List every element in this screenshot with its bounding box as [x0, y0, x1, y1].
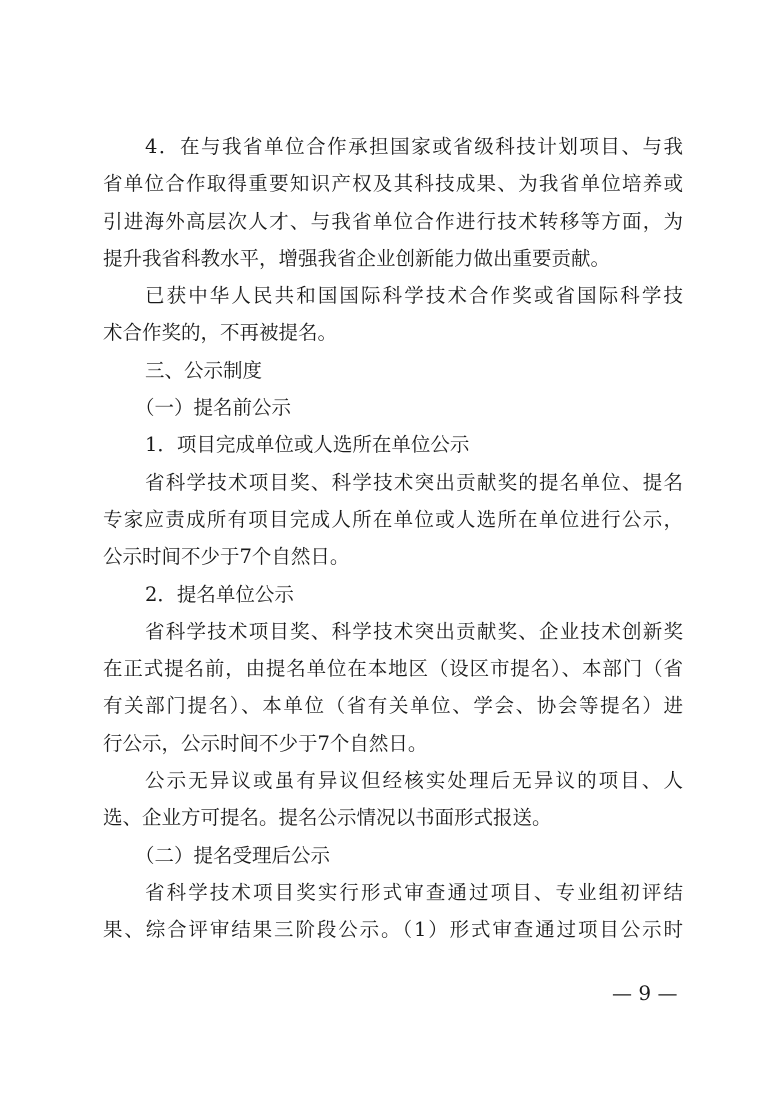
subsection-heading: （二）提名受理后公示: [135, 843, 331, 867]
paragraph-line: 术合作奖的，不再被提名。: [103, 321, 338, 345]
paragraph-line: 省单位合作取得重要知识产权及其科技成果、为我省单位培养或: [103, 172, 683, 196]
paragraph-line: 省科学技术项目奖实行形式审查通过项目、专业组初评结: [145, 880, 683, 904]
item-heading: 2．提名单位公示: [145, 582, 294, 606]
paragraph-line: 公示无异议或虽有异议但经核实处理后无异议的项目、人: [145, 769, 683, 793]
paragraph-line: 在正式提名前，由提名单位在本地区（设区市提名）、本部门（省: [103, 657, 683, 681]
paragraph-line: 提升我省科教水平，增强我省企业创新能力做出重要贡献。: [103, 246, 611, 270]
paragraph-line: 有关部门提名）、本单位（省有关单位、学会、协会等提名）进: [103, 694, 683, 718]
document-body: [103, 128, 683, 949]
paragraph-line: 公示时间不少于7个自然日。: [103, 545, 350, 569]
paragraph-line: 已获中华人民共和国国际科学技术合作奖或省国际科学技: [145, 284, 683, 308]
subsection-heading: （一）提名前公示: [135, 396, 292, 420]
item-heading: 1．项目完成单位或人选所在单位公示: [145, 433, 470, 457]
section-heading: 三、公示制度: [145, 358, 263, 382]
paragraph-line: 4．在与我省单位合作承担国家或省级科技计划项目、与我: [145, 135, 683, 158]
page-number: — 9 —: [612, 981, 678, 1005]
paragraph-line: 省科学技术项目奖、科学技术突出贡献奖的提名单位、提名: [145, 470, 683, 494]
paragraph-line: 引进海外高层次人才、与我省单位合作进行技术转移等方面，为: [103, 209, 683, 233]
paragraph-line: 省科学技术项目奖、科学技术突出贡献奖、企业技术创新奖: [145, 619, 683, 643]
paragraph-line: 专家应责成所有项目完成人所在单位或人选所在单位进行公示，: [103, 507, 683, 531]
paragraph-line: 选、企业方可提名。提名公示情况以书面形式报送。: [103, 806, 552, 830]
paragraph-line: 果、综合评审结果三阶段公示。（1）形式审查通过项目公示时: [103, 918, 683, 942]
paragraph-line: 行公示，公示时间不少于7个自然日。: [103, 731, 428, 755]
